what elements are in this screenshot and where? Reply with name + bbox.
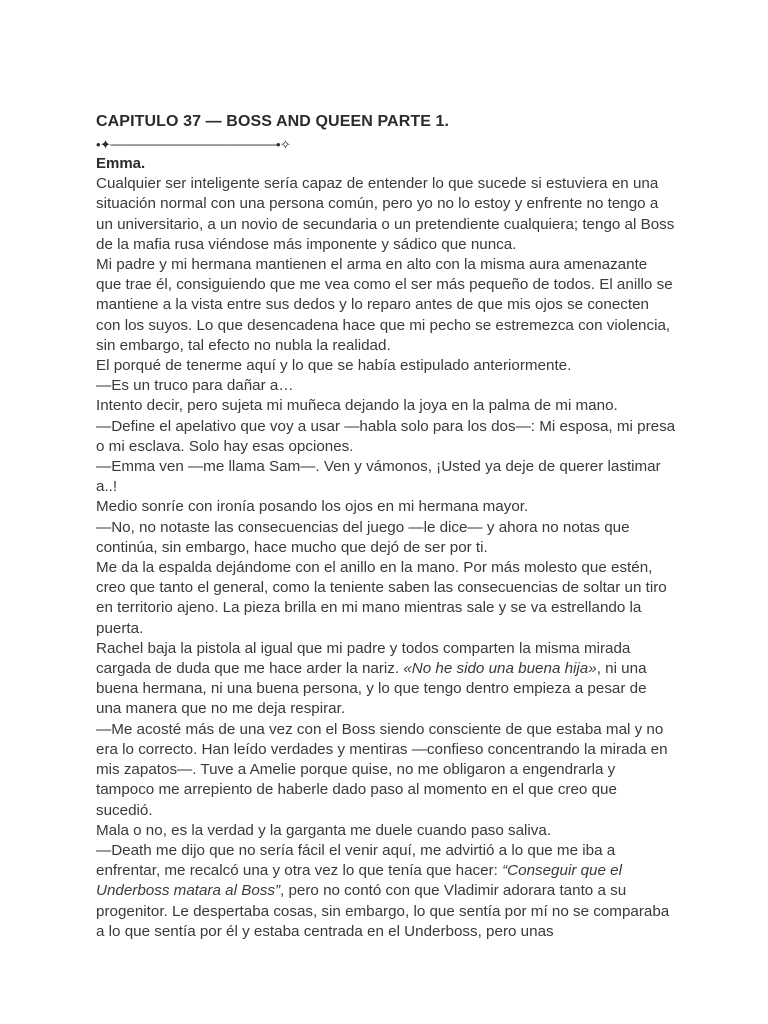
paragraph-text: —Death me dijo que no sería fácil el venir aquí, me advirtió a lo que me iba a enfrentar, me recalcó una y otra vez lo que tenía que hacer:	[96, 841, 616, 880]
italic-text: «No he sido una buena hija»	[403, 660, 597, 678]
paragraph-text: Cualquier ser inteligente sería capaz de entender lo que sucede si estuviera en una situación normal con una persona común, pero yo no lo estoy y enfrente no tengo a un universitario, a un novio de secundaria o un pretendiente cualquiera; tengo al Boss de la mafia rusa viéndose más imponente y sádico que nunca.	[96, 175, 675, 253]
paragraph-text: Intento decir, pero sujeta mi muñeca dejando la joya en la palma de mi mano.	[96, 397, 618, 415]
paragraph-text: —Es un truco para dañar a…	[96, 377, 294, 395]
paragraph-text: , pero no contó con que Vladimir adorara tanto a su progenitor. Le despertaba cosas, sin embargo, lo que sentía por mí no se comparaba a lo que sentía por él y estaba centrada en el Underboss, pero unas	[96, 882, 670, 940]
paragraph	[96, 841, 676, 942]
ornamental-divider: •✦───────────────────•✧	[96, 137, 291, 152]
paragraph-text: Rachel baja la pistola al igual que mi padre y todos comparten la misma mirada cargada de duda que me hace arder la nariz.	[96, 639, 631, 678]
paragraph	[96, 558, 676, 639]
paragraph	[96, 497, 676, 517]
paragraph-text: —Emma ven —me llama Sam—. Ven y vámonos, ¡Usted ya deje de querer lastimar a..!	[96, 458, 661, 496]
narrator-name: Emma.	[96, 155, 146, 172]
paragraph	[96, 174, 676, 255]
paragraph-text: El porqué de tenerme aquí y lo que se había estipulado anteriormente.	[96, 357, 572, 375]
paragraph	[96, 518, 676, 558]
paragraph-text: —Me acosté más de una vez con el Boss siendo consciente de que estaba mal y no era lo correcto. Han leído verdades y mentiras —confieso concentrando la mirada en mis zapatos—. Tuve a Amelie porque quise, no me obligaron a engendrarla y tampoco me arrepiento de haberle dado paso al momento en el que creo que sucedió.	[96, 720, 668, 819]
paragraph-text: Mi padre y mi hermana mantienen el arma en alto con la misma aura amenazante que trae él, consiguiendo que me vea como el ser más pequeño de todos. El anillo se mantiene a la vista entre sus dedos y lo reparo antes de que mis ojos se conecten con los suyos. Lo que desencadena hace que mi pecho se estremezca con violencia, sin embargo, tal efecto no nubla la realidad.	[96, 256, 673, 354]
paragraph-text: Me da la espalda dejándome con el anillo en la mano. Por más molesto que estén, creo que tanto el general, como la teniente saben las consecuencias de soltar un tiro en territorio ajeno. La pieza brilla en mi mano mientras sale y se va estrellando la puerta.	[96, 559, 667, 637]
chapter-page	[96, 110, 676, 942]
chapter-body	[96, 174, 676, 942]
paragraph	[96, 720, 676, 821]
paragraph-text: —No, no notaste las consecuencias del juego —le dice— y ahora no notas que continúa, sin embargo, hace mucho que dejó de ser por ti.	[96, 518, 630, 556]
paragraph	[96, 396, 676, 416]
paragraph-text: Mala o no, es la verdad y la garganta me duele cuando paso saliva.	[96, 821, 552, 839]
italic-text: “Conseguir que el Underboss matara al Boss”	[96, 862, 622, 900]
paragraph-text: —Define el apelativo que voy a usar —habla solo para los dos—: Mi esposa, mi presa o mi esclava. Solo hay esas opciones.	[96, 417, 676, 455]
paragraph	[96, 639, 676, 720]
paragraph	[96, 255, 676, 356]
paragraph-text: Medio sonríe con ironía posando los ojos en mi hermana mayor.	[96, 498, 529, 516]
paragraph	[96, 417, 676, 457]
paragraph	[96, 821, 676, 841]
chapter-title: CAPITULO 37 — BOSS AND QUEEN PARTE 1.	[96, 113, 450, 130]
paragraph-text: , ni una buena hermana, ni una buena persona, y lo que tengo dentro empieza a pesar de una manera que no me deja respirar.	[96, 660, 647, 718]
paragraph	[96, 356, 676, 376]
paragraph	[96, 457, 676, 497]
paragraph	[96, 376, 676, 396]
